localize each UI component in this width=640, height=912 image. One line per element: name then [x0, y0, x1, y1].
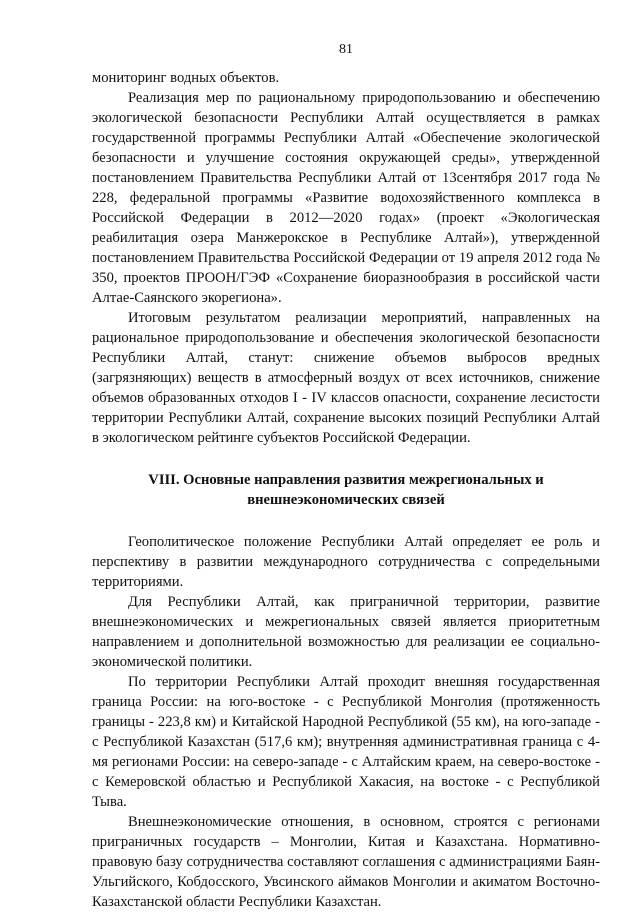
body-text-bottom: [92, 532, 600, 912]
paragraph: мониторинг водных объектов.: [92, 70, 280, 86]
paragraph: Для Республики Алтай, как приграничной территории, развитие внешнеэкономических и межрегиональных связей является приоритетным направлением и дополнительной возможностью для реализации ее социально-экономической политики.: [92, 594, 600, 670]
section-heading: [92, 470, 600, 510]
paragraph: Реализация мер по рациональному природопользованию и обеспечению экологической безопасности Республики Алтай осуществляется в рамках государственной программы Республики Алтай «Обеспечение экологической безопасности и улучшение состояния окружающей среды», утвержденной постановлением Правительства Республики Алтай от 13сентября 2017 года № 228, федеральной программы «Развитие водохозяйственного комплекса в Российской Федерации в 2012—2020 годах» (проект «Экологическая реабилитация озера Манжерокское в Республике Алтай»), утвержденной постановлением Правительства Российской Федерации от 19 апреля 2012 года № 350, проектов ПРООН/ГЭФ «Сохранение биоразнообразия в российской части Алтае-Саянского экорегиона».: [92, 90, 600, 306]
section-heading-line: внешнеэкономических связей: [247, 492, 445, 508]
paragraph: Геополитическое положение Республики Алтай определяет ее роль и перспективу в развитии международного сотрудничества с сопредельными территориями.: [92, 534, 600, 590]
paragraph: По территории Республики Алтай проходит внешняя государственная граница России: на юго-востоке - с Республикой Монголия (протяженность границы - 223,8 км) и Китайской Народной Республикой (55 км), на юго-западе - с Республикой Казахстан (517,6 км); внутренняя административная граница с 4-мя регионами России: на северо-западе - с Алтайским краем, на северо-востоке - с Кемеровской областью и Республикой Хакасия, на востоке - с Республикой Тыва.: [92, 674, 600, 810]
paragraph: Итоговым результатом реализации мероприятий, направленных на рациональное природопользование и обеспечения экологической безопасности Республики Алтай, станут: снижение объемов выбросов вредных (загрязняющих) веществ в атмосферный воздух от всех источников, снижение объемов образованных отходов I - IV классов опасности, сохранение лесистости территории Республики Алтай, сохранение высоких позиций Республики Алтай в экологическом рейтинге субъектов Российской Федерации.: [92, 310, 600, 446]
page-number: 81: [339, 42, 353, 57]
section-heading-line: VIII. Основные направления развития межрегиональных и: [148, 472, 544, 488]
body-text-top: [92, 68, 600, 448]
paragraph: Внешнеэкономические отношения, в основном, строятся с регионами приграничных государств – Монголии, Китая и Казахстана. Нормативно-правовую базу сотрудничества составляют соглашения с администрациями Баян-Ульгийского, Кобдосского, Увсинского аймаков Монголии и акиматом Восточно-Казахстанской области Республики Казахстан.: [92, 814, 600, 910]
